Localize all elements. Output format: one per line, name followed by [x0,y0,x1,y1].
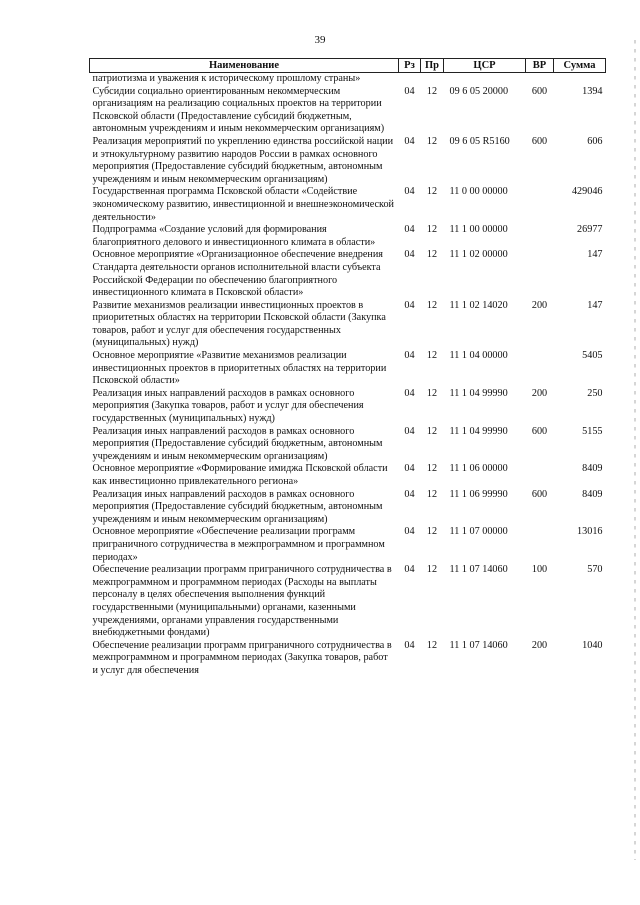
cell-vr: 600 [531,425,548,437]
cell-csr: 11 1 07 00000 [449,526,508,538]
cell-rz: 04 [404,488,415,500]
cell-rz: 04 [404,425,415,437]
cell-pr: 12 [426,299,438,311]
table-row [90,249,606,299]
cell-vr [526,249,554,299]
cell-vr [526,526,554,564]
cell-sum: 8409 [582,488,603,500]
table-row [90,224,606,249]
cell-vr [526,463,554,488]
cell-name: Развитие механизмов реализации инвестиционных проектов в приоритетных областях на территории Псковской области (Закупка товаров, работ и услуг для обеспечения государственных (муниципальных) нужд) [92,299,386,349]
cell-vr: 600 [531,488,548,500]
table-header-row [90,59,606,73]
cell-pr: 12 [426,564,438,576]
table-row [90,186,606,224]
cell-sum: 147 [587,249,603,261]
cell-rz: 04 [404,526,415,538]
cell-pr: 12 [426,387,438,399]
cell-rz: 04 [404,350,415,362]
cell-vr: 100 [531,564,548,576]
cell-csr: 11 1 04 99990 [449,425,508,437]
cell-pr: 12 [426,224,438,236]
cell-pr: 12 [426,85,438,97]
cell-csr: 11 1 00 00000 [449,224,508,236]
cell-name: Обеспечение реализации программ приграничного сотрудничества в межпрограммном и программном периодах (Расходы на выплаты персоналу в целях обеспечения выполнения функций государственными (муниципальными) органами, казенными учреждениями, органами управления государственными внебюджетными фондами) [92,564,392,639]
cell-pr: 12 [426,249,438,261]
table-body [90,73,606,678]
cell-name: Реализация иных направлений расходов в рамках основного мероприятия (Предоставление субсидий бюджетным, автономным учреждениям и иным некоммерческим организациям) [92,425,383,462]
table-row [90,73,606,86]
cell-pr: 12 [426,135,438,147]
cell-name: Реализация мероприятий по укреплению единства российской нации и этнокультурному развитию народов России в рамках основного мероприятия (Предоставление субсидий бюджетным, автономным учреждениям и иным некоммерческим организациям) [92,135,394,185]
scan-margin-dots [634,40,636,860]
cell-csr: 11 1 04 99990 [449,387,508,399]
cell-vr: 600 [531,85,548,97]
cell-sum: 429046 [571,186,603,198]
cell-rz: 04 [404,85,415,97]
cell-vr [526,224,554,249]
header-vr: ВР [526,59,554,73]
cell-pr: 12 [426,425,438,437]
cell-pr: 12 [426,350,438,362]
cell-name: патриотизма и уважения к историческому прошлому страны» [92,73,361,84]
cell-name: Основное мероприятие «Формирование имиджа Псковской области как инвестиционно привлекательного региона» [92,463,388,487]
cell-csr: 11 1 07 14060 [449,564,508,576]
cell-name: Основное мероприятие «Развитие механизмов реализации инвестиционных проектов в приоритетных областях на территории Псковской области» [92,350,387,387]
header-name: Наименование [90,59,399,73]
cell-sum: 570 [587,564,603,576]
cell-sum: 1394 [582,85,603,97]
cell-vr [526,186,554,224]
table-row [90,300,606,350]
cell-csr: 11 1 02 14020 [449,299,508,311]
cell-vr: 200 [531,639,548,651]
cell-rz: 04 [404,224,415,236]
cell-name: Подпрограмма «Создание условий для формирования благоприятного делового и инвестиционного климата в области» [92,224,376,248]
header-pr: Пр [421,59,444,73]
cell-vr: 600 [531,135,548,147]
table-row [90,526,606,564]
table-row [90,388,606,426]
cell-name: Государственная программа Псковской области «Содействие экономическому развитию, инвестиционной и внешнеэкономической деятельности» [92,186,394,223]
table-row [90,564,606,640]
cell-name: Основное мероприятие «Организационное обеспечение внедрения Стандарта деятельности органов исполнительной власти субъекта Российской Федерации по обеспечению благоприятного инвестиционного климата в Псковской области» [92,249,383,299]
cell-name: Субсидии социально ориентированным некоммерческим организациям на реализацию социальных проектов на территории Псковской области (Предоставление субсидий бюджетным, автономным учреждениям и иным некоммерческим организациям) [92,85,385,135]
cell-sum [554,73,606,86]
cell-csr: 11 0 00 00000 [449,186,508,198]
cell-sum: 5155 [582,425,603,437]
cell-name: Реализация иных направлений расходов в рамках основного мероприятия (Закупка товаров, работ и услуг для обеспечения государственных (муниципальных) нужд) [92,387,364,425]
table-row [90,640,606,678]
cell-csr: 09 6 05 R5160 [449,135,510,147]
header-rz: Рз [399,59,421,73]
cell-sum: 147 [587,299,603,311]
cell-name: Основное мероприятие «Обеспечение реализации программ приграничного сотрудничества в межпрограммном и программном периодах» [92,526,385,563]
cell-csr: 11 1 02 00000 [449,249,508,261]
cell-csr: 11 1 06 00000 [449,463,508,475]
cell-rz: 04 [404,186,415,198]
cell-sum: 26977 [577,224,603,236]
cell-pr [421,73,444,86]
cell-rz: 04 [404,639,415,651]
header-csr: ЦСР [444,59,526,73]
cell-sum: 1040 [582,639,603,651]
budget-table [89,58,606,678]
cell-pr: 12 [426,186,438,198]
header-sum: Сумма [554,59,606,73]
cell-vr: 200 [531,387,548,399]
cell-csr: 11 1 06 99990 [449,488,508,500]
cell-sum: 8409 [582,463,603,475]
cell-name: Обеспечение реализации программ приграничного сотрудничества в межпрограммном и программном периодах (Закупка товаров, работ и услуг для обеспечения [92,639,392,676]
table-row [90,350,606,388]
cell-vr [526,73,554,86]
cell-vr [526,350,554,388]
cell-pr: 12 [426,639,438,651]
cell-vr: 200 [531,299,548,311]
cell-csr: 09 6 05 20000 [449,85,509,97]
table-row [90,86,606,136]
cell-sum: 606 [587,135,603,147]
cell-rz: 04 [404,387,415,399]
cell-pr: 12 [426,463,438,475]
cell-rz: 04 [404,564,415,576]
cell-csr: 11 1 04 00000 [449,350,508,362]
cell-csr: 11 1 07 14060 [449,639,508,651]
page-number: 39 [314,34,326,46]
cell-name: Реализация иных направлений расходов в рамках основного мероприятия (Предоставление субсидий бюджетным, автономным учреждениям и иным некоммерческим организациям) [92,488,383,525]
cell-rz: 04 [404,463,415,475]
cell-rz: 04 [404,299,415,311]
cell-sum: 250 [587,387,603,399]
table-row [90,426,606,464]
cell-pr: 12 [426,488,438,500]
cell-rz: 04 [404,135,415,147]
table-row [90,463,606,488]
cell-sum: 5405 [582,350,603,362]
cell-rz: 04 [404,249,415,261]
cell-sum: 13016 [577,526,603,538]
cell-csr [444,73,526,86]
table-row [90,136,606,186]
cell-rz [399,73,421,86]
table-row [90,489,606,527]
cell-pr: 12 [426,526,438,538]
